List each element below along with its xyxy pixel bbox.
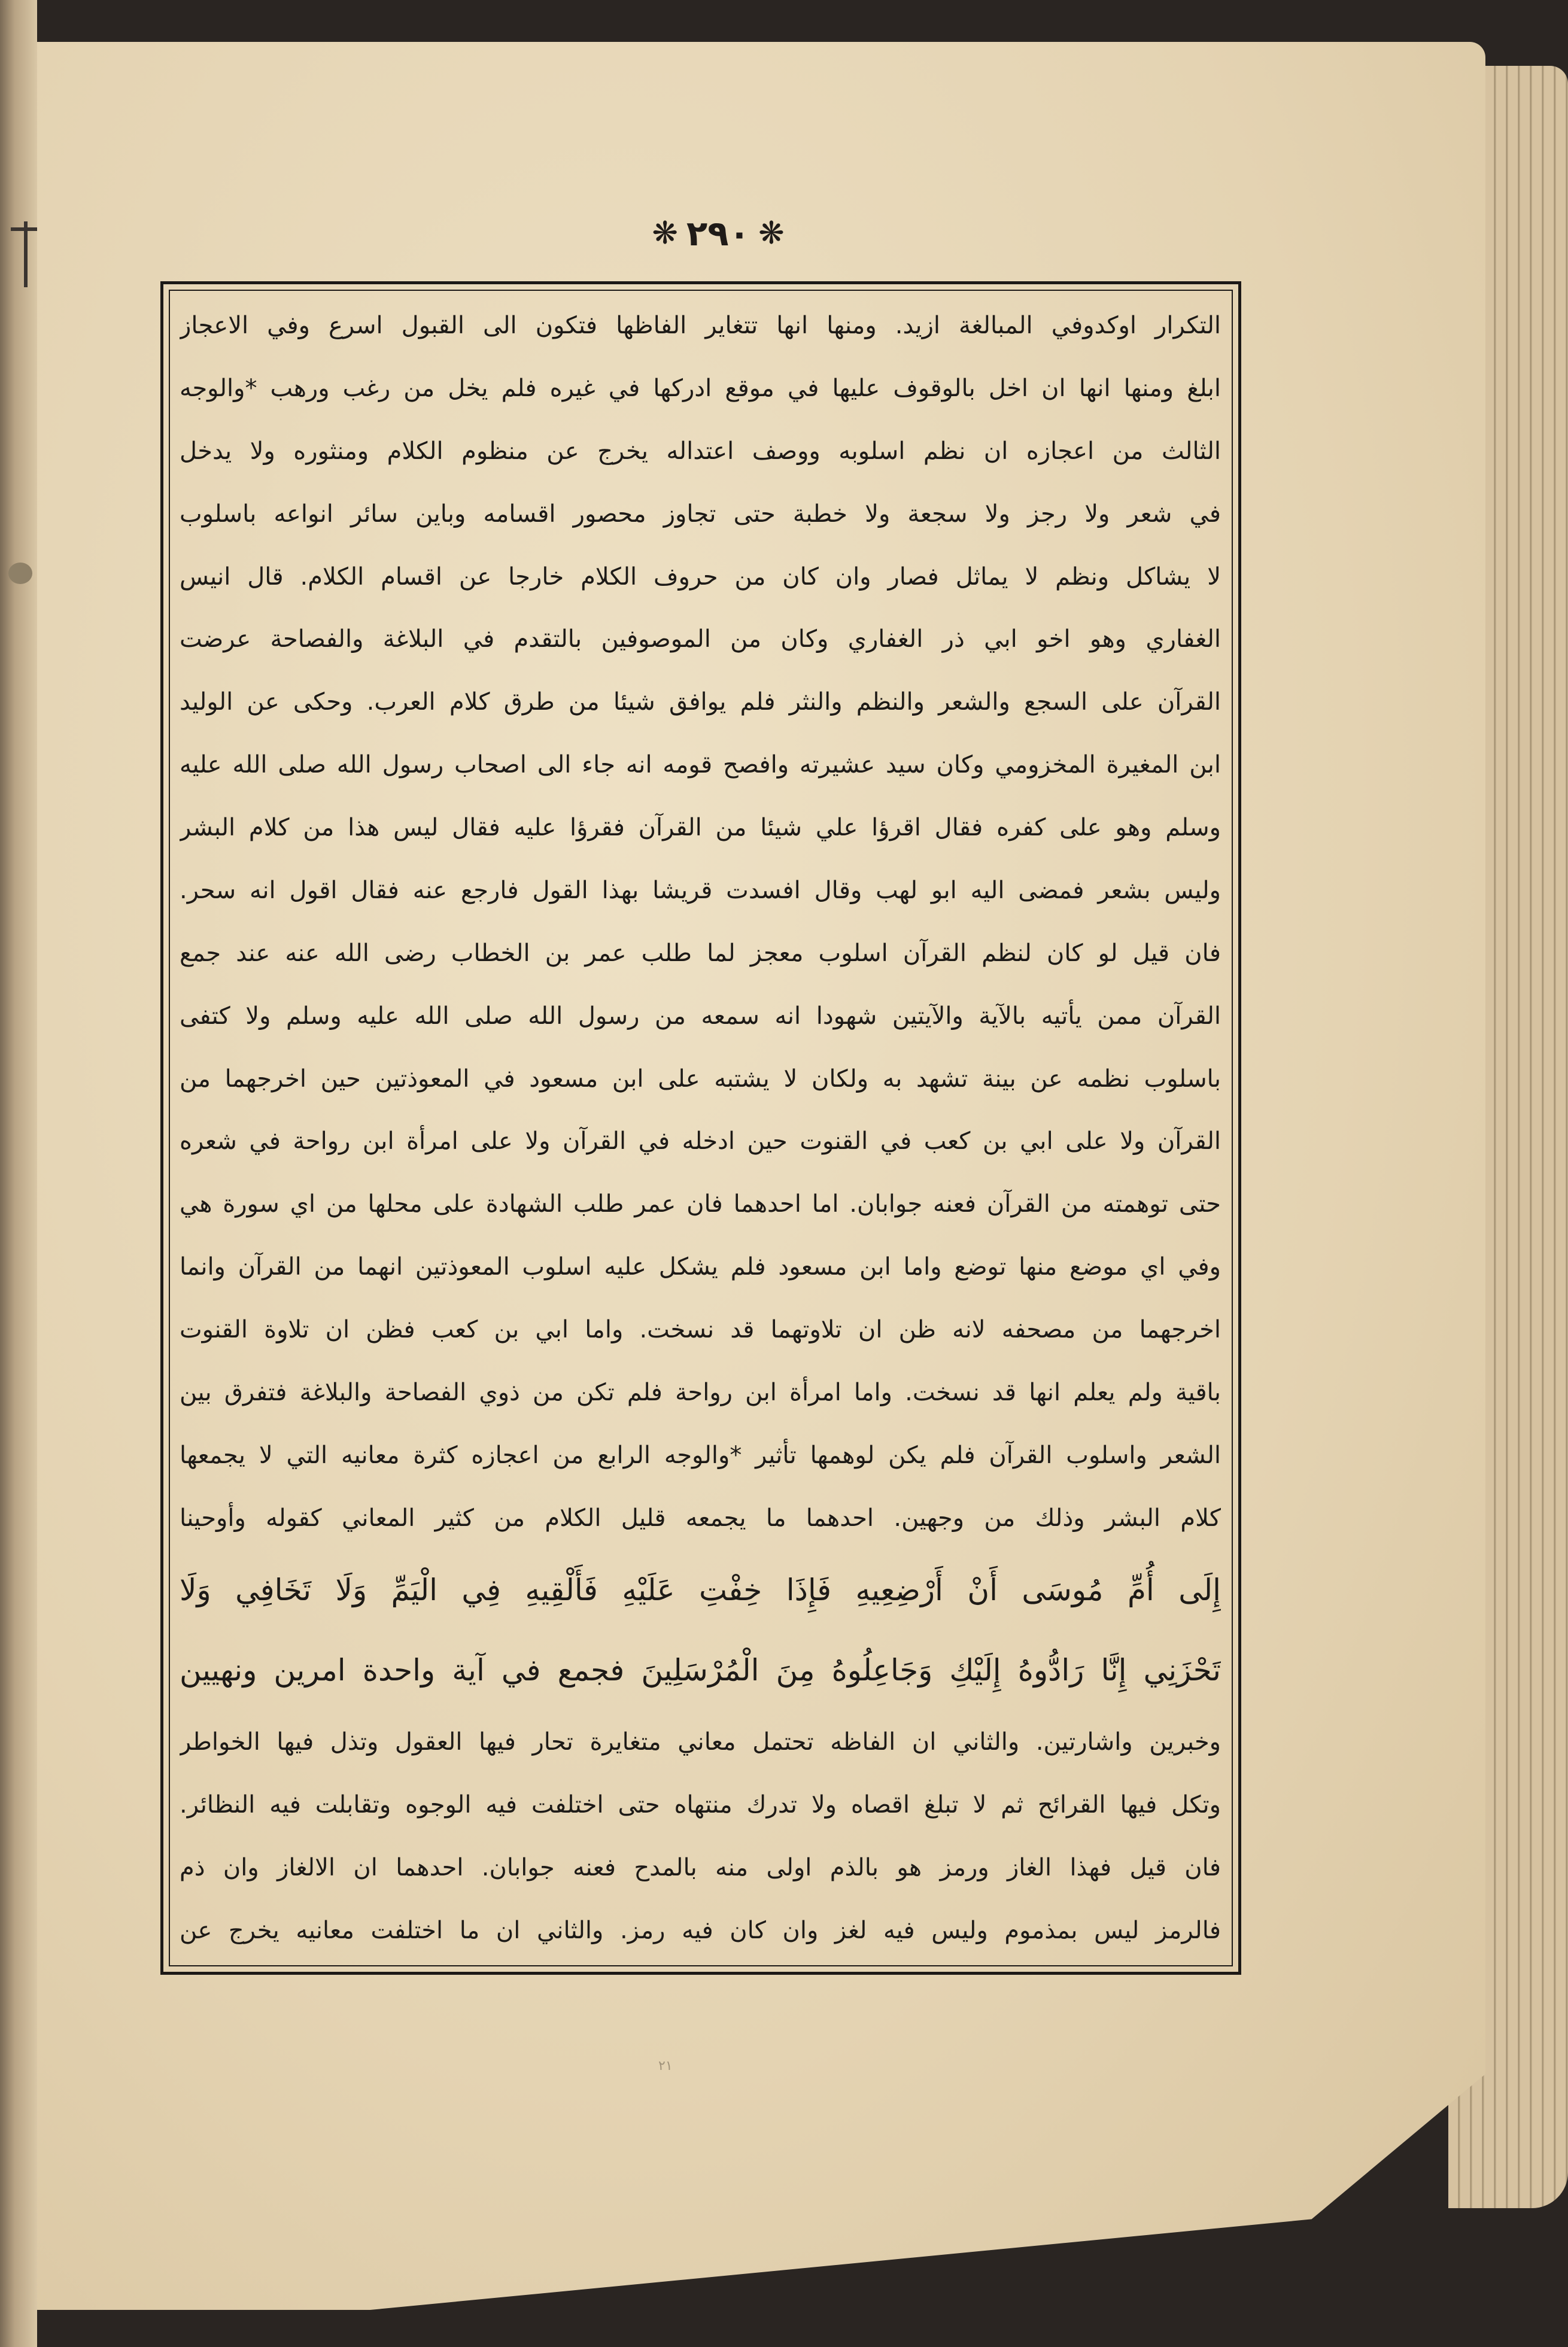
text-line: في شعر ولا رجز ولا سجعة ولا خطبة حتى تجاوز محصور اقسامه وباين سائر انواعه باسلوب (180, 500, 1221, 528)
pencil-marginalia: ٢١ (658, 2059, 673, 2074)
text-line: فالرمز ليس بمذموم وليس فيه لغز وان كان فيه رمز. والثاني ان ما اختلفت معانيه يخرج عن (180, 1916, 1221, 1944)
ornament-left-icon: ❋ (652, 215, 678, 251)
quran-verse-line: إِلَى أُمِّ مُوسَى أَنْ أَرْضِعِيهِ فَإِذَا خِفْتِ عَلَيْهِ فَأَلْقِيهِ فِي الْيَمِّ وَلَا تَخَافِي وَلَا (180, 1572, 1221, 1607)
text-line: القرآن ولا على ابي بن كعب في القنوت حين ادخله في القرآن ولا على امرأة ابن رواحة في شعره (180, 1127, 1221, 1156)
text-line: وليس بشعر فمضى اليه ابو لهب وقال افسدت قريشا بهذا القول فارجع عنه فقال اقول انه سحر. (180, 876, 1221, 904)
text-line: فان قيل فهذا الغاز ورمز هو بالذم اولى منه بالمدح فعنه جوابان. احدهما ان الالغاز وان ذم (180, 1854, 1221, 1881)
text-line: كلام البشر وذلك من وجهين. احدهما ما يجمعه قليل الكلام من كثير المعاني كقوله وأوحينا (180, 1504, 1221, 1532)
text-line: حتى توهمته من القرآن فعنه جوابان. اما احدهما فان عمر طلب الشهادة على محلها من اي سورة هي (180, 1190, 1221, 1218)
page-number-header (634, 206, 802, 260)
text-line: باسلوب نظمه عن بينة تشهد به ولكان لا يشتبه على ابن مسعود في المعوذتين حين اخرجهما من (180, 1065, 1221, 1093)
ornament-right-icon: ❋ (758, 215, 785, 251)
text-line: ابن المغيرة المخزومي وكان سيد عشيرته وافصح قومه انه جاء الى اصحاب رسول الله صلى الله عليه (180, 751, 1221, 779)
previous-page-edge (0, 0, 37, 2347)
text-line: التكرار اوكدوفي المبالغة ازيد. ومنها انها تتغاير الفاظها فتكون الى القبول اسرع وفي الاعجاز (180, 312, 1221, 339)
text-line: لا يشاكل ونظم لا يماثل فصار وان كان من حروف الكلام خارجا عن اقسام الكلام. قال انيس (180, 563, 1221, 591)
text-line: وسلم وهو على كفره فقال اقرؤا علي شيئا من القرآن فقرؤا عليه فقال ليس هذا من كلام البشر (180, 814, 1221, 841)
text-line: الغفاري وهو اخو ابي ذر الغفاري وكان من الموصوفين بالتقدم في البلاغة والفصاحة عرضت (180, 625, 1221, 653)
page-number: ٢٩٠ (686, 213, 750, 254)
text-line: وتكل فيها القرائح ثم لا تبلغ اقصاه ولا تدرك منتهاه حتى اختلفت فيه الوجوه وتقابلت فيه النظائر. (180, 1791, 1221, 1819)
binding-thread-vertical (24, 221, 28, 287)
text-line: اخرجهما من مصحفه لانه ظن ان تلاوتهما قد نسخت. واما ابي بن كعب فظن ان تلاوة القنوت (180, 1316, 1221, 1343)
binding-hole (8, 563, 32, 584)
text-line: ابلغ ومنها انها ان اخل بالوقوف عليها في موقع ادركها في غيره فلم يخل من رغب ورهب *والوجه (180, 374, 1221, 402)
text-block (180, 299, 1221, 1957)
text-line: فان قيل لو كان لنظم القرآن اسلوب معجز لما طلب عمر بن الخطاب رضى الله عنه عند جمع (180, 939, 1221, 967)
text-line: وفي اي موضع منها توضع واما ابن مسعود فلم يشكل عليه اسلوب المعوذتين انهما من القرآن وانما (180, 1253, 1221, 1281)
text-line: الشعر واسلوب القرآن فلم يكن لوهمها تأثير *والوجه الرابع من اعجازه كثرة معانيه التي لا يجمعها (180, 1441, 1221, 1469)
text-line: وخبرين واشارتين. والثاني ان الفاظه تحتمل معاني متغايرة تحار فيها العقول وتذل فيها الخواطر (180, 1728, 1221, 1756)
text-line: باقية ولم يعلم انها قد نسخت. واما امرأة ابن رواحة فلم تكن من ذوي الفصاحة والبلاغة فتفرق بين (180, 1378, 1221, 1406)
text-line: القرآن ممن يأتيه بالآية والآيتين شهودا انه سمعه من رسول الله صلى الله عليه وسلم ولا كتفى (180, 1002, 1221, 1030)
text-line: القرآن على السجع والشعر والنظم والنثر فلم يوافق شيئا من طرق كلام العرب. وحكى عن الوليد (180, 688, 1221, 716)
text-line: الثالث من اعجازه ان نظم اسلوبه ووصف اعتداله يخرج عن منظوم الكلام ومنثوره ولا يدخل (180, 437, 1221, 465)
quran-verse-line: تَحْزَنِي إِنَّا رَادُّوهُ إِلَيْكِ وَجَاعِلُوهُ مِنَ الْمُرْسَلِينَ فجمع في آية واحدة امرين ونهيين (180, 1653, 1221, 1688)
